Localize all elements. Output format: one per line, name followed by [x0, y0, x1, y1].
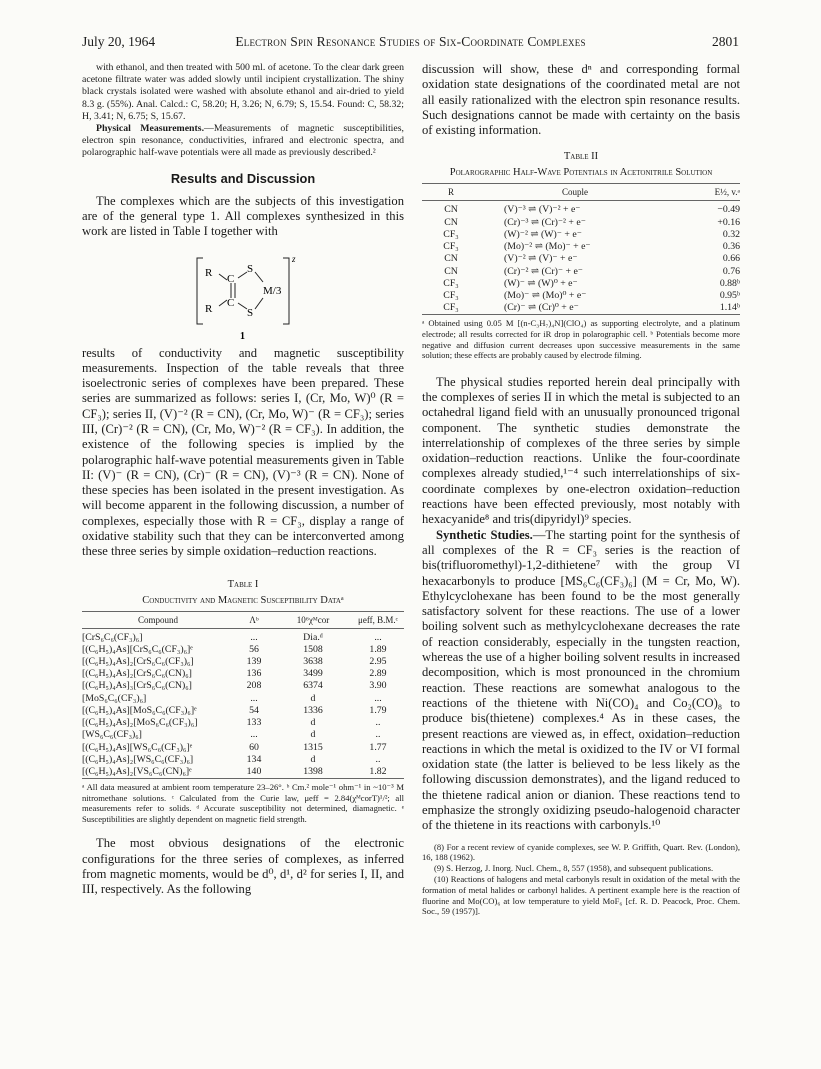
table-cell: 3499	[303, 668, 323, 680]
table-cell: [(C₆H₅)₄As]₃[CrS₆C₆(CN)₆]	[82, 680, 192, 692]
table-row	[82, 766, 404, 779]
table-cell: −0.49	[717, 204, 740, 216]
table-cell: CF₃	[443, 302, 459, 314]
reference-item: (8) For a recent review of cyanide complexes, see W. P. Griffith, Quart. Rev. (London), 16, 188 (1962).	[422, 841, 740, 863]
closing-paragraph: The most obvious designations of the electronic configurations for the three series of complexes, as inferred from magnetic moments, would be d⁰, d¹, d² for series I, II, and III, respectively. As the following	[82, 836, 404, 897]
substituent-top: R	[205, 266, 213, 279]
table-row	[422, 253, 740, 265]
physical-measurements-runin: Physical Measurements.	[96, 123, 205, 135]
table-cell: [(C₆H₅)₄As][MoS₆C₆(CF₃)₆]ᵉ	[82, 704, 197, 716]
table-cell: 140	[246, 765, 262, 777]
table-cell: 0.32	[722, 228, 740, 240]
reference-item: (10) Reactions of halogens and metal carbonyls result in oxidation of the metal with the formation of metal halides or carbonyl halides. A pertinent example here is the reaction of fluorine and Mo(CO)₆ at low temperature to yield MoF₆ [cf. R. D. Peacock, Proc. Chem. Soc., 59 (1957)].	[422, 873, 740, 917]
table-cell: 1398	[303, 765, 323, 777]
t1-header-moment: μeff, B.M.ᶜ	[358, 614, 398, 625]
carbon-bottom: C	[227, 296, 235, 309]
table-cell: ...	[374, 692, 382, 704]
t2-header-potential: E½, v.ᵃ	[714, 187, 740, 198]
metal-label: M/3	[263, 284, 282, 297]
table-cell: [(C₆H₅)₄As]₂[CrS₆C₆(CN)₆]	[82, 668, 192, 680]
table-cell: ...	[250, 692, 258, 704]
table-cell: [MoS₆C₆(CF₃)₆]	[82, 692, 147, 704]
page-number: 2801	[712, 34, 739, 49]
t2-header-r: R	[447, 187, 454, 198]
synthetic-studies-text: —The starting point for the synthesis of all complexes of the R = CF₃ series is the reaction of bis(trifluoromethyl)-1,2-dithietene⁷ with the group VI hexacarbonyls to produce [MS₆C₆(CF₃)₆] (M = Cr, Mo, W). Ethylcyclohexane has been found to be the most generally satisfactory solvent for these reactions. The use of a lower boiling solvent such as methylcyclohexane decreases the rate of reaction considerably, especially in the tungsten reaction, whereas the use of a higher boiling solvent results in increased decomposition, which is most pronounced in the chromium reaction. These reactions are somewhat analogous to the reactions of the thietene with Ni(CO)₄ and Co₂(CO)₈ to produce bis(thietene) complexes.⁴ As in these cases, the present reactions are viewed as, in effect, oxidation–reduction reactions in which the metal is oxidized to the IV or VI formal oxidation state (the latter is believed to be less likely as the following discussion demonstrates), and the ligand reduced to the thietene radical anion or dianion. These reactions tend to emphasize the strongly oxidizing pseudo-halogenoid character of the thietene in its reactions with carbonyls.¹⁰	[422, 527, 740, 833]
table-cell: CF₃	[443, 277, 459, 289]
table2-caption: Table II	[563, 151, 599, 163]
table-cell: d	[310, 729, 316, 741]
header-date: July 20, 1964	[82, 34, 156, 49]
table-cell: 1.79	[369, 704, 387, 716]
structure-number: 1	[240, 330, 245, 342]
table-cell: ..	[375, 729, 381, 741]
table2-body	[422, 204, 740, 314]
table-cell: 1.77	[369, 741, 387, 753]
reference-item: (9) S. Herzog, J. Inorg. Nucl. Chem., 8, 557 (1958), and subsequent publications.	[434, 863, 714, 874]
table-row	[82, 656, 404, 668]
table-cell: Dia.ᵈ	[303, 631, 323, 643]
t1-header-compound: Compound	[137, 614, 178, 625]
table-row	[422, 302, 740, 315]
table-cell: CN	[444, 204, 458, 216]
synthetic-studies-runin: Synthetic Studies.	[436, 527, 533, 542]
table-cell: CF₃	[443, 289, 459, 301]
table-cell: d	[310, 692, 316, 704]
table-cell: 1508	[303, 643, 323, 655]
table-cell: (Cr)⁻³ ⇌ (Cr)⁻² + e⁻	[504, 216, 586, 228]
carbon-top: C	[227, 272, 235, 285]
table-cell: (W)⁻² ⇌ (W)⁻ + e⁻	[504, 228, 582, 240]
table-cell: (Cr)⁻² ⇌ (Cr)⁻ + e⁻	[504, 265, 583, 277]
table-cell: 0.95ᵇ	[719, 289, 740, 301]
charge-label: z	[292, 253, 296, 264]
sulfur-bottom: S	[247, 306, 254, 319]
table-row	[82, 644, 404, 656]
table-cell: 134	[246, 753, 262, 765]
table-cell: (V)⁻³ ⇌ (V)⁻² + e⁻	[504, 204, 581, 216]
table-row	[82, 680, 404, 692]
substituent-bottom: R	[205, 302, 213, 315]
table-row	[422, 278, 740, 290]
table-row	[422, 217, 740, 229]
table-cell: ...	[250, 729, 258, 741]
t1-header-conductivity: Λᵇ	[249, 614, 259, 625]
table-cell: 0.36	[722, 241, 740, 253]
right-paragraph-2: The physical studies reported herein deal principally with the complexes of series II in which the metal is subjected to an octahedral ligand field with an unusually pronounced trigonal component. The synthetic studies demonstrate the interrelationship of complexes of the three series by simple oxidation–reduction reactions. Unlike the four-coordinate complexes already studied,¹⁻⁴ such interrelationships of six-coordinate complexes by one-electron oxidation–reduction reactions have been effected previously, most notably with hexacyanide⁸ and tris(dipyridyl)⁹ species.	[422, 374, 740, 527]
table-row	[82, 717, 404, 729]
table1-body	[82, 632, 404, 779]
results-heading: Results and Discussion	[170, 170, 316, 186]
t1-header-susceptibility: 10⁶χᴹcor	[296, 614, 330, 625]
table-cell: (Mo)⁻² ⇌ (Mo)⁻ + e⁻	[504, 241, 591, 253]
table-cell: 0.66	[722, 253, 740, 265]
table-cell: ...	[250, 631, 258, 643]
table-cell: 6374	[303, 680, 323, 692]
table-cell: d	[310, 753, 316, 765]
references-list	[422, 842, 740, 918]
table-cell: CN	[444, 216, 458, 228]
table1-caption: Table I	[227, 578, 259, 590]
table-cell: CF₃	[443, 241, 459, 253]
table-cell: +0.16	[717, 216, 740, 228]
table-row	[82, 754, 404, 766]
running-header	[82, 34, 739, 54]
table1-title: Conductivity and Magnetic Susceptibility Dataᵃ	[142, 594, 344, 606]
table-cell: 1336	[303, 704, 323, 716]
table-cell: 1.89	[369, 643, 387, 655]
table2-footnotes: ᵃ Obtained using 0.05 M [(n-C₃H₇)₄N](ClO₄) as supporting electrolyte, and a platinum electrode; all results corrected for iR drop in polarographic cell. ᵇ Potentials become more negative and diffusion current decreases upon successive measurements in the same solution; these effects are probably caused by electrode filming.	[422, 318, 740, 361]
table-row	[82, 668, 404, 680]
table-row	[82, 742, 404, 754]
table-row	[422, 241, 740, 253]
table-cell: 139	[246, 656, 262, 668]
header-title: Electron Spin Resonance Studies of Six-Coordinate Complexes	[235, 34, 586, 49]
table-cell: 60	[249, 741, 259, 753]
t2-header-couple: Couple	[562, 187, 588, 198]
table-cell: 56	[249, 643, 259, 655]
table-row	[422, 229, 740, 241]
table-cell: 2.95	[369, 656, 387, 668]
table-cell: CF₃	[443, 228, 459, 240]
table-cell: 0.88ᵇ	[719, 277, 740, 289]
table-cell: 3638	[303, 656, 323, 668]
table-cell: [WS₆C₆(CF₃)₆]	[82, 729, 142, 741]
table-row	[82, 705, 404, 717]
table-cell: 1315	[303, 741, 323, 753]
table-cell: ..	[375, 717, 381, 729]
table-cell: (Cr)⁻ ⇌ (Cr)⁰ + e⁻	[504, 302, 579, 314]
physical-measurements-paragraph	[82, 123, 404, 160]
table-cell: d	[310, 717, 316, 729]
synthetic-studies-paragraph	[422, 528, 740, 834]
sulfur-top: S	[247, 262, 254, 275]
physical-measurements-text: —Measurements of magnetic susceptibilities, electron spin resonance, conductivities, infrared and electronic spectra, and polarographic half-wave potentials were all made as previously described.²	[82, 123, 404, 159]
table-cell: (V)⁻² ⇌ (V)⁻ + e⁻	[504, 253, 578, 265]
right-paragraph-1: discussion will show, these dⁿ and corresponding formal oxidation state designations of the coordinated metal are not all easily rationalized with the electron spin resonance results. Such designations cannot be made with certainty on the basis of existing information.	[422, 62, 740, 138]
table1	[82, 611, 404, 782]
table-cell: [(C₆H₅)₄As][CrS₆C₆(CF₃)₆]ᵉ	[82, 643, 193, 655]
table-cell: ...	[374, 631, 382, 643]
table-row	[422, 266, 740, 278]
table-row	[82, 693, 404, 705]
structure-diagram	[82, 250, 404, 342]
table-cell: (Mo)⁻ ⇌ (Mo)⁰ + e⁻	[504, 289, 587, 301]
table-cell: CN	[444, 265, 458, 277]
table-cell: (W)⁻ ⇌ (W)⁰ + e⁻	[504, 277, 578, 289]
table-cell: [CrS₆C₆(CF₃)₆]	[82, 631, 143, 643]
dithiolene-structure	[163, 250, 323, 342]
table-cell: 136	[246, 668, 262, 680]
table-cell: [(C₆H₅)₄As][WS₆C₆(CF₃)₆]ᵉ	[82, 741, 193, 753]
table2-title: Polarographic Half-Wave Potentials in Acetonitrile Solution	[449, 167, 713, 179]
table-cell: [(C₆H₅)₄As]₂[VS₆C₆(CN)₆]ᵉ	[82, 765, 192, 777]
table-cell: 208	[246, 680, 262, 692]
table1-footnotes: ᵃ All data measured at ambient room temperature 23–26°. ᵇ Cm.² mole⁻¹ ohm⁻¹ in ~10⁻³ M nitromethane solutions. ᶜ Calculated from the Curie law, μeff = 2.84(χᴹcorT)¹/²; all measurements refer to solids. ᵈ Accurate susceptibility not determined, diamagnetic. ᵉ Susceptibilities are slightly dependent on magnetic field strength.	[82, 782, 404, 824]
table-cell: 54	[249, 704, 259, 716]
results-paragraph-2: results of conductivity and magnetic susceptibility measurements. Inspection of the table reveals that three isoelectronic series of complexes have been prepared. These series are summarized as follows: series I, (Cr, Mo, W)⁰ (R = CF₃); series II, (V)⁻² (R = CN), (Cr, Mo, W)⁻ (R = CF₃); series III, (Cr)⁻² (R = CN), (Cr, Mo, W)⁻² (R = CF₃). In addition, the existence of the following species is implied by the polarographic half-wave potential measurements given in Table II: (V)⁻ (R = CN), (Cr)⁻ (R = CN), (V)⁻³ (R = CN). None of these species has been isolated in the present investigation. As will become apparent in the following discussion, a number of complexes, especially those with R = CF₃, display a range of oxidative stability such that they can be interconverted among these three series by simple oxidation–reduction reactions.	[82, 345, 404, 559]
table-cell: [(C₆H₅)₄As]₂[WS₆C₆(CF₃)₆]	[82, 753, 194, 765]
table-cell: 1.82	[369, 765, 387, 777]
left-column	[82, 62, 404, 898]
table-row	[422, 290, 740, 302]
experimental-text: with ethanol, and then treated with 500 ml. of acetone. To the clear dark green acetone filtrate water was added slowly until incipient crystallization. The shiny black crystals isolated were washed with absolute ethanol and air-dried to yield 8.3 g. (55%). Anal. Calcd.: C, 58.20; H, 3.26; N, 6.79; S, 15.54. Found: C, 58.32; H, 3.41; N, 6.75; S, 15.67.	[82, 62, 404, 122]
table-row	[82, 632, 404, 644]
right-bracket	[283, 258, 289, 324]
table-cell: CN	[444, 253, 458, 265]
table-cell: [(C₆H₅)₄As]₂[MoS₆C₆(CF₃)₆]	[82, 717, 198, 729]
table-cell: 3.90	[369, 680, 387, 692]
table-row	[422, 204, 740, 216]
table-row	[82, 729, 404, 741]
right-column	[422, 62, 740, 917]
table-cell: ..	[375, 753, 381, 765]
table-cell: [(C₆H₅)₄As]₂[CrS₆C₆(CF₃)₆]	[82, 656, 194, 668]
table-cell: 2.89	[369, 668, 387, 680]
left-bracket	[197, 258, 203, 324]
table2	[422, 183, 740, 318]
results-paragraph-1: The complexes which are the subjects of this investigation are of the general type 1. All complexes synthesized in this work are listed in Table I together with	[82, 193, 404, 239]
table-cell: 0.76	[722, 265, 740, 277]
table-cell: 133	[246, 717, 262, 729]
table-cell: 1.14ᵇ	[719, 302, 740, 314]
